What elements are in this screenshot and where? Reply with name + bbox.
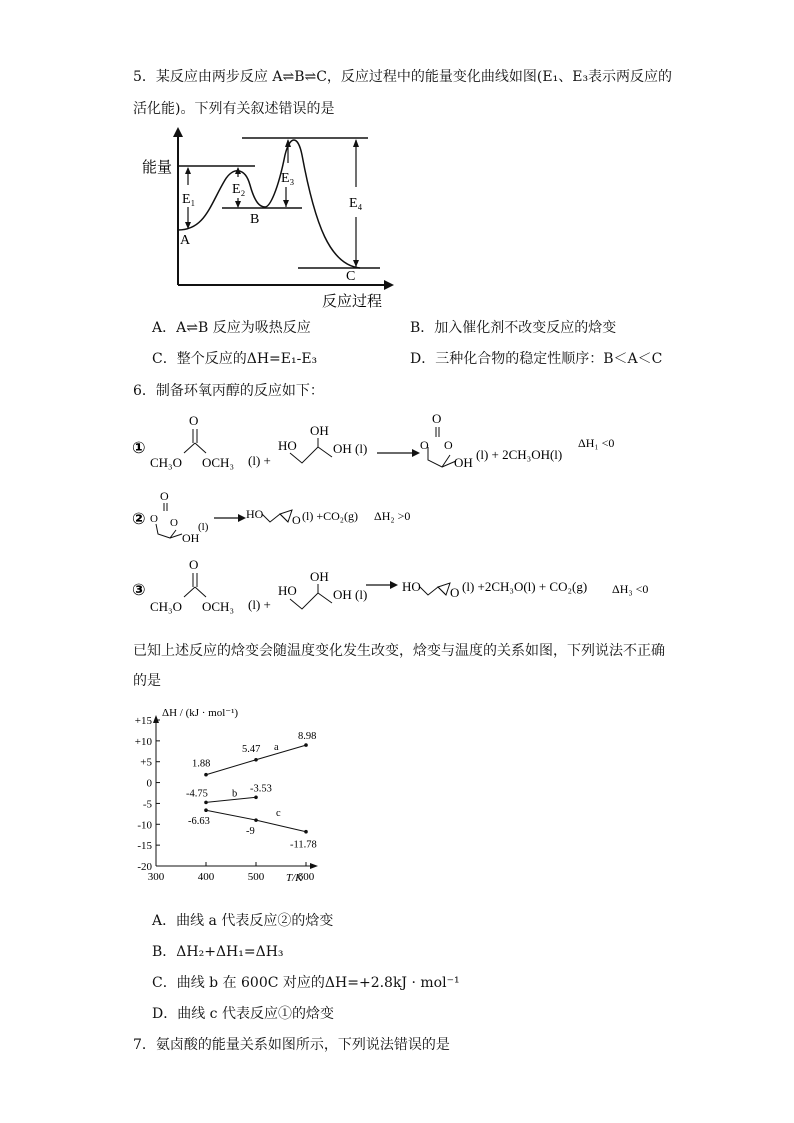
series-b-line: [206, 797, 256, 802]
y-tick-label: -15: [137, 840, 152, 853]
glycerol-oh-right: OH (l): [333, 587, 368, 602]
series-c-data-label: -6.63: [188, 816, 210, 828]
reaction-3: [130, 555, 670, 625]
reaction-2-products: (l) +CO₂(g): [302, 509, 358, 523]
series-c-name: c: [276, 808, 281, 820]
glycerol-oh-top: OH: [310, 423, 329, 438]
series-a-data-label: 5.47: [242, 743, 261, 755]
q5-line2: 活化能)。下列有关叙述错误的是: [133, 101, 335, 117]
delta-h3: ΔH₃ <0: [612, 582, 649, 596]
series-a-data-label: 8.98: [298, 731, 317, 743]
reaction-3-number: ③: [132, 580, 146, 599]
reaction-2-number: ②: [132, 509, 146, 528]
q6-option-b: B．ΔH₂+ΔH₁=ΔH₃: [152, 944, 284, 960]
series-c-data-label: -9: [246, 826, 255, 838]
enthalpy-temperature-chart: [120, 700, 320, 890]
reactant-oh: OH: [182, 531, 200, 545]
ring-o-right: O: [170, 517, 178, 529]
y-tick-label: -10: [137, 819, 152, 832]
x-tick-label: 400: [197, 871, 215, 883]
point-a-label: A: [180, 233, 191, 248]
series-b-data-label: -4.75: [186, 788, 208, 800]
e1-label: E₁: [182, 192, 196, 207]
ch3o-text: CH₃O: [150, 599, 182, 614]
chart-x-axis-label: T/K: [286, 872, 303, 884]
x-tick-label: 300: [147, 871, 165, 883]
delta-h1: ΔH₁ <0: [578, 436, 615, 450]
e3-label: E₃: [281, 171, 295, 186]
q6-title: 6．制备环氧丙醇的反应如下：: [133, 383, 324, 399]
q5-option-c: C．整个反应的ΔH=E₁-E₃: [152, 351, 318, 367]
ch3o-text: CH₃O: [150, 455, 182, 470]
series-b-data-label: -3.53: [250, 783, 272, 795]
product-carbonyl-o: O: [432, 411, 442, 426]
series-a-point: [204, 773, 208, 777]
series-c-point: [204, 808, 208, 812]
series-a-name: a: [274, 741, 279, 753]
e2-label: E₂: [232, 182, 246, 197]
q6-option-c: C．曲线 b 在 600C 对应的ΔH=+2.8kJ · mol⁻¹: [152, 975, 460, 991]
glycidol-ho: HO: [402, 579, 421, 594]
series-a-point: [254, 758, 258, 762]
reactant-carbonyl-o: O: [160, 489, 169, 503]
series-b-point: [254, 795, 258, 799]
state-plus-1: (l) +: [248, 597, 271, 612]
chart-y-axis-label: ΔH / (kJ · mol⁻¹): [162, 707, 239, 719]
x-tick-label: 500: [247, 871, 265, 883]
glycerol-oh-right: OH (l): [333, 441, 368, 456]
reaction-3-products: (l) +2CH₃O(l) + CO₂(g): [462, 579, 588, 594]
energy-axis-label: 能量: [142, 158, 173, 176]
reaction-progress-label: 反应过程: [322, 292, 383, 310]
reaction-1-products: (l) + 2CH₃OH(l): [476, 447, 563, 462]
q5-option-b: B．加入催化剂不改变反应的焓变: [410, 320, 617, 336]
q5-line1: 5．某反应由两步反应 A⇌B⇌C，反应过程中的能量变化曲线如图(E₁、E₃表示两反应的: [133, 69, 673, 85]
ring-o-left: O: [420, 438, 429, 452]
series-c-data-label: -11.78: [290, 839, 317, 851]
y-tick-label: -20: [137, 861, 152, 873]
och3-text: OCH₃: [202, 599, 234, 614]
point-c-label: C: [346, 269, 356, 284]
q6-text-line2: 的是: [133, 673, 161, 689]
carbonyl-o: O: [189, 557, 199, 572]
y-tick-label: 0: [146, 777, 152, 790]
epoxide-o: O: [292, 513, 301, 527]
glycidol-ho: HO: [246, 507, 264, 521]
reactant-state: (l): [198, 521, 209, 533]
delta-h2: ΔH₂ >0: [374, 509, 411, 523]
series-c-point: [304, 830, 308, 834]
state-plus-1: (l) +: [248, 453, 271, 468]
y-tick-label: +15: [134, 715, 152, 727]
glycerol-oh-top: OH: [310, 569, 329, 584]
series-c-point: [254, 818, 258, 822]
q7-title: 7．氨卤酸的能量关系如图所示，下列说法错误的是: [133, 1037, 450, 1053]
q6-option-d: D．曲线 c 代表反应①的焓变: [152, 1006, 334, 1022]
reaction-2: [130, 486, 430, 546]
x-tick-label: 600: [297, 871, 315, 883]
q5-option-d: D．三种化合物的稳定性顺序：B＜A＜C: [410, 351, 663, 367]
e4-label: E₄: [349, 196, 363, 211]
q5-option-a: A．A⇌B 反应为吸热反应: [152, 320, 311, 336]
series-b-name: b: [232, 788, 238, 800]
y-axis-arrow: [153, 715, 159, 723]
glycerol-ho: HO: [278, 438, 297, 453]
point-b-label: B: [250, 212, 260, 227]
q6-text-line1: 已知上述反应的焓变会随温度变化发生改变，焓变与温度的关系如图，下列说法不正确: [133, 643, 665, 659]
ring-o-right: O: [444, 438, 453, 452]
series-a-point: [304, 743, 308, 747]
och3-text: OCH₃: [202, 455, 234, 470]
ring-o-left: O: [150, 513, 158, 525]
epoxide-o: O: [450, 585, 460, 600]
reaction-1: [130, 405, 650, 485]
y-tick-label: -5: [142, 798, 152, 811]
glycerol-ho: HO: [278, 583, 297, 598]
energy-profile-diagram: [130, 125, 400, 310]
series-a-data-label: 1.88: [192, 758, 211, 770]
carbonyl-o: O: [189, 413, 199, 428]
product-oh: OH: [454, 455, 473, 470]
y-tick-label: +5: [140, 756, 152, 769]
series-b-point: [204, 801, 208, 805]
reaction-1-number: ①: [132, 438, 146, 457]
q6-option-a: A．曲线 a 代表反应②的焓变: [152, 913, 334, 929]
y-tick-label: +10: [134, 735, 152, 748]
x-axis-arrow: [310, 863, 318, 869]
